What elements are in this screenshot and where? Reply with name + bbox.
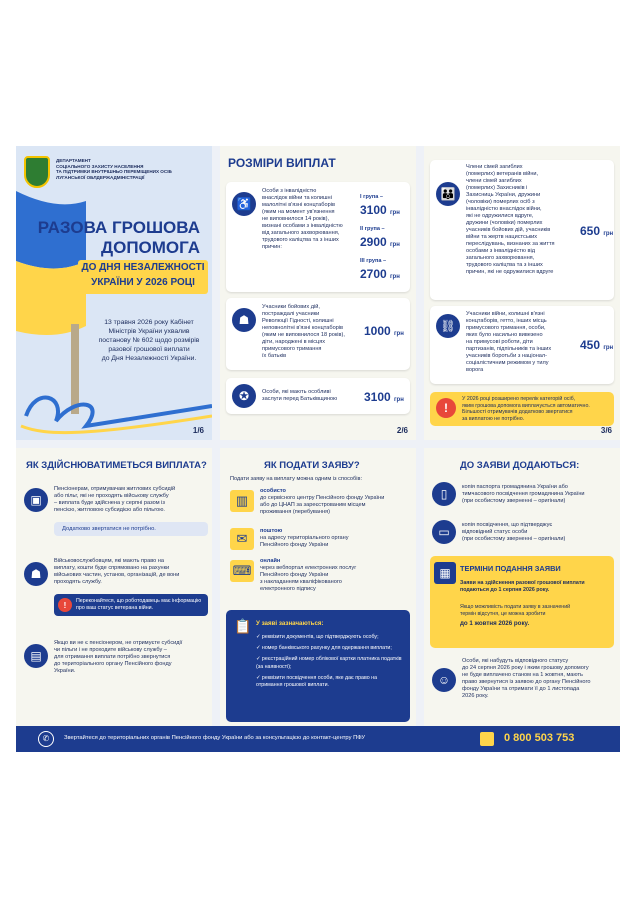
panel-1 [16, 146, 212, 440]
p2-c1-text: Особи з інвалідністю внаслідок війни та колишні малолітні в'язні концтаборів (яким на момент ув'язнення не виповнилося 14 років), визнані особами з інвалідністю від загального захворювання, трудового каліцтва та з інших причин: [262, 188, 343, 250]
soldier-icon: ☗ [24, 562, 48, 586]
coat-of-arms-icon [24, 156, 50, 188]
p2-card-combatants [226, 298, 410, 370]
p4-note2-text: Переконайтеся, що роботодавець має інформацію про ваш статус ветерана війни. [76, 598, 202, 611]
group3-label: ІІІ група – [360, 258, 387, 264]
heart-ribbon-illustration [16, 386, 212, 440]
id-card-icon: ▭ [432, 520, 456, 544]
warning-icon: ! [58, 598, 72, 612]
panel-2 [220, 146, 416, 440]
group1-label: І група – [360, 194, 384, 200]
computer-icon: ⌨ [230, 560, 254, 582]
wheelchair-icon: ♿ [232, 192, 256, 216]
p1-title-line1: РАЗОВА ГРОШОВА [37, 218, 200, 237]
p4-t2: Військовослужбовцям, які мають право на виплату, кошти буде спрямовано на рахунки військових частин, установ, організацій, де вони проходять службу. [54, 558, 180, 585]
p1-yellow-band [78, 260, 208, 294]
p3-warning-box [430, 392, 614, 426]
warning-icon: ! [436, 398, 456, 418]
calendar-icon: ▦ [434, 562, 456, 584]
footer-phone[interactable]: 0 800 503 753 [504, 732, 575, 744]
requirements-heading: У заяві зазначаються: [256, 620, 324, 627]
band-line1: ДО ДНЯ НЕЗАЛЕЖНОСТІ [81, 262, 205, 273]
passport-icon: ▯ [432, 482, 456, 506]
panel-4 [16, 448, 212, 742]
deadline-2-date: до 1 жовтня 2026 року. [460, 620, 530, 627]
p3-warning-text: У 2026 році розширено перелік категорій осіб, яким грошова допомога виплачується автоматично. Більшості отримувачів додатково звертатися за виплатою не потрібно. [462, 396, 590, 422]
combatants-amount: 1000 грн [364, 324, 404, 338]
page-number: 2/6 [396, 426, 408, 435]
p2-c3-text: Особи, які мають особливі заслуги перед Батьківщиною [262, 389, 338, 402]
deadline-2: Якщо можливість подати заяву в зазначений термін відсутня, це можна зробити [460, 604, 571, 617]
pfu-logo-icon [480, 732, 494, 746]
p3-card-war-participants [430, 306, 614, 384]
merits-amount: 3100 грн [364, 390, 404, 404]
panel-5 [220, 448, 416, 742]
p3-c1-text: Члени сімей загиблих (померлих) ветеранів війни, члени сімей загиблих (померлих) Захисників і Захисниць України, дружини (чоловіки) померлих осіб з інвалідністю внаслідок війни, які не одружилися вдруге, дружини (чоловіки) померлих учасників бойових дій, учасників війни та жертв нацистських переслідувань, визнаних за життя особами з інвалідністю від загального захворювання, трудового каліцтва та з інших причин, які не одружилися вдруге [466, 164, 555, 275]
p6-deadlines-box [430, 556, 614, 648]
p6-d1: копія паспорта громадянина України або тимчасового посвідчення громадянина України (при особистому зверненні – оригінали) [462, 484, 585, 504]
p1-intro: 13 травня 2026 року Кабінет Міністрів України ухвалив постанову № 602 щодо розмірів разової грошової виплати до Дня Незалежності України. [98, 319, 200, 362]
group2-label: ІІ група – [360, 226, 385, 232]
document-icon: ▤ [24, 644, 48, 668]
deadlines-heading: ТЕРМІНИ ПОДАННЯ ЗАЯВИ [460, 564, 561, 573]
deadline-1: Заяви на здійснення разової грошової виплати подаються до 1 серпня 2026 року. [460, 580, 585, 593]
chains-icon: ⛓ [436, 314, 460, 338]
p4-note2 [54, 594, 208, 616]
page-number: 1/6 [192, 426, 204, 435]
medal-icon: ✪ [232, 384, 256, 408]
p5-title: ЯК ПОДАТИ ЗАЯВУ? [264, 460, 360, 471]
war-participants-amount: 450 грн [580, 338, 614, 352]
footer-text: Звертайтеся до територіальних органів Пенсійного фонду України або за консультацією до контакт-центру ПФУ [64, 735, 366, 741]
band-line2: УКРАЇНИ У 2026 РОЦІ [91, 277, 195, 288]
p5-method1: особисто до сервісного центру Пенсійного фонду України або до ЦНАП за зареєстрованим місцем проживання (перебування) [260, 488, 385, 515]
p5-requirements-box [226, 610, 410, 722]
mail-icon: ✉ [230, 528, 254, 550]
panel-6 [424, 448, 620, 742]
person-icon: ☺ [432, 668, 456, 692]
clipboard-icon: 📋 [234, 618, 252, 634]
p6-t4: Особи, які набудуть відповідного статусу до 24 серпня 2026 року і яким грошову допомогу не буде виплачено станом на 1 жовтня, мають право звернутися із заявою до органу Пенсійного фонду України та отримати її до 1 листопада 2026 року. [462, 658, 591, 699]
p4-t1: Пенсіонерам, отримувачам житлових субсидій або пільг, які не проходять військову службу – виплата буде здійснена у серпні разом із пенсією, житловою субсидією або пільгою. [54, 486, 176, 513]
p3-c2-text: Учасники війни, колишні в'язні концтаборів, гетто, інших місць примусового тримання, особи, яких було насильно вивезено на примусові роботи, діти партизанів, підпільників та інших учасників боротьби з націонал- соціалістичним режимом у тилу ворога [466, 311, 552, 373]
p5-sub: Подати заяву на виплату можна одним із способів: [230, 476, 363, 482]
p6-d2: копія посвідчення, що підтверджує відповідний статус особи (при особистому зверненні – оригінали) [462, 522, 566, 542]
page-number: 3/6 [600, 426, 612, 435]
p2-c2-text: Учасники бойових дій, постраждалі учасники Революції Гідності, колишні неповнолітні в'язні концтаборів (яким не виповнилося 18 років), діти, народжені в місцях примусового тримання їх батьків [262, 304, 345, 359]
infographic-poster [16, 146, 620, 752]
p4-note1: Додатково звертатися не потрібно. [54, 522, 208, 536]
department-name: ДЕПАРТАМЕНТ СОЦІАЛЬНОГО ЗАХИСТУ НАСЕЛЕННЯ ТА ПІДТРИМКИ ВНУТРІШНЬО ПЕРЕМІЩЕНИХ ОСІБ ЛУГАНСЬКОЇ ОБЛДЕРЖАДМІНІСТРАЦІЇ [56, 158, 172, 180]
p5-method3: онлайн через вебпортал електронних послуг Пенсійного фонду України з накладанням кваліфікованого електронного підпису [260, 558, 357, 592]
family-icon: 👪 [436, 182, 460, 206]
p3-card-families [430, 160, 614, 300]
group3-amount: 2700 грн [360, 267, 400, 281]
p2-card-merits [226, 378, 410, 414]
group2-amount: 2900 грн [360, 235, 400, 249]
phone-icon: ✆ [38, 731, 54, 747]
p4-title: ЯК ЗДІЙСНЮВАТИМЕТЬСЯ ВИПЛАТА? [26, 460, 207, 471]
families-amount: 650 грн [580, 224, 614, 238]
p5-method2: поштою на адресу територіального органу Пенсійного фонду України [260, 528, 349, 548]
office-icon: ▥ [230, 490, 254, 512]
group1-amount: 3100 грн [360, 203, 400, 217]
footer-bar [16, 726, 620, 752]
p1-title-line2: ДОПОМОГА [100, 238, 200, 257]
p4-t3: Якщо ви не є пенсіонером, не отримуєте субсидії чи пільги і не проходите військову службу – для отримання виплати потрібно звернутися до територіального органу Пенсійного фонду України. [54, 640, 183, 674]
p2-card-disability [226, 182, 410, 292]
p6-title: ДО ЗАЯВИ ДОДАЮТЬСЯ: [460, 460, 580, 471]
wallet-icon: ▣ [24, 488, 48, 512]
panel-3 [424, 146, 620, 440]
requirements-list: ✓ реквізити документів, що підтверджують особу; ✓ номер банківського рахунку для одержання виплати; ✓ реєстраційний номер облікової картки платника податків (за наявності); ✓ реквізити посвідчення особи, яке дає право на отримання грошової виплати. [256, 634, 402, 689]
p2-title: РОЗМІРИ ВИПЛАТ [228, 156, 336, 170]
soldier-icon: ☗ [232, 308, 256, 332]
